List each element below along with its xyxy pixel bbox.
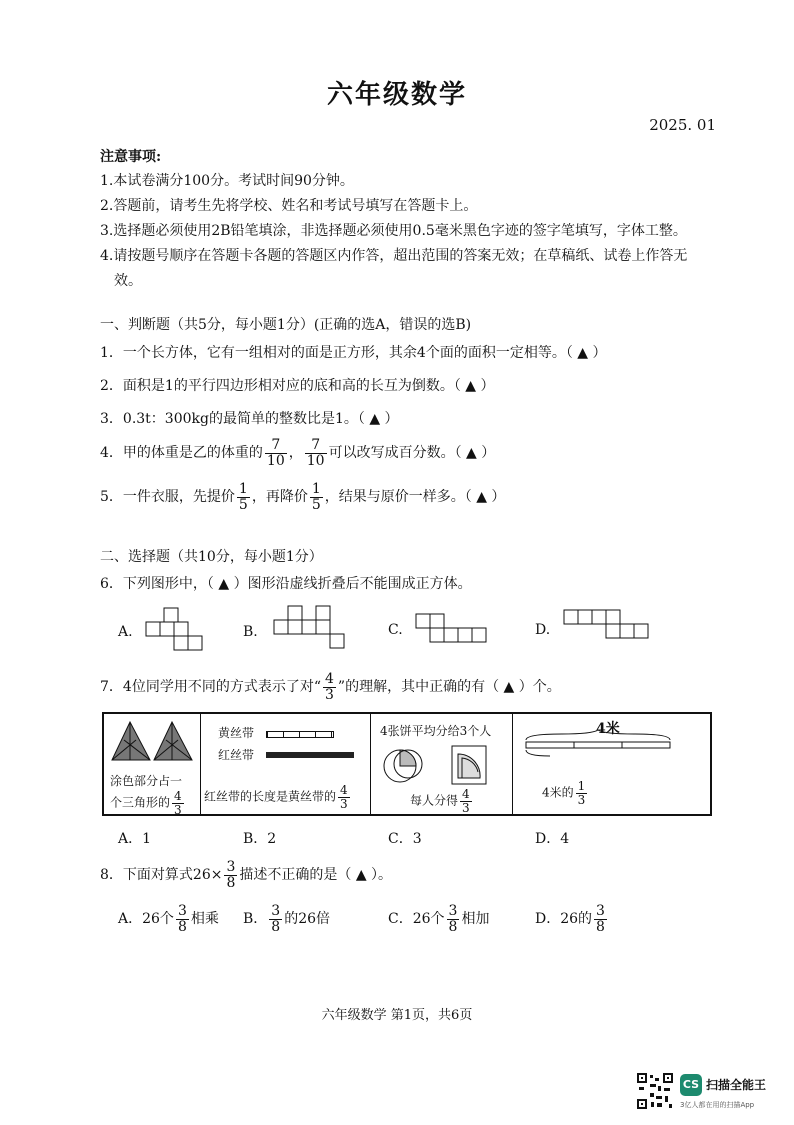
question-6: 6．下列图形中，（ ▲ ）图形沿虚线折叠后不能围成正方体。 xyxy=(100,576,472,592)
page-title: 六年级数学 xyxy=(326,80,467,110)
panel2-caption: 红丝带的长度是黄丝带的 $\frac{4}{3}$ xyxy=(204,783,348,811)
q4-fraction-2: $\frac{7}{10}$ xyxy=(306,437,325,469)
note-3: 3.选择题必须使用2B铅笔填涂，非选择题必须使用0.5毫米黑色字迹的签字笔填写，字体工整。 xyxy=(100,223,687,239)
q7-option-b: B．2 xyxy=(243,831,277,847)
q7-option-a: A．1 xyxy=(118,831,152,847)
q7-panel-4 xyxy=(512,714,710,814)
note-2: 2.答题前，请考生先将学校、姓名和考试号填写在答题卡上。 xyxy=(100,198,478,214)
length-bar-figure xyxy=(522,730,702,758)
q6-net-c xyxy=(414,612,496,648)
q7-panel-1 xyxy=(104,714,201,817)
q8-option-b-fraction: $\frac{3}{8}$ xyxy=(271,903,281,935)
q6-option-c-label: C. xyxy=(388,622,403,638)
panel2-fraction: $\frac{4}{3}$ xyxy=(340,783,348,811)
panel3-fraction: $\frac{4}{3}$ xyxy=(462,787,470,815)
q6-option-b-label: B. xyxy=(243,624,258,640)
q7-option-d: D．4 xyxy=(535,831,570,847)
note-4-cont: 效。 xyxy=(114,273,142,289)
q4-text-a: 4．甲的体重是乙的体重的 xyxy=(100,445,263,462)
yellow-ribbon-bar xyxy=(266,731,334,738)
q6-net-d xyxy=(562,608,658,648)
panel4-caption: 4米的 $\frac{1}{3}$ xyxy=(542,779,586,807)
question-3: 3．0.3t：300kg的最简单的整数比是1。（ ▲ ） xyxy=(100,411,399,427)
question-5: 5．一件衣服，先提价 $\frac{1}{5}$ ，再降价 $\frac{1}{5}$ ，结果与原价一样多。（ ▲ ） xyxy=(100,481,506,513)
q7-figure-box xyxy=(102,712,712,816)
q8-option-c: C．26个 $\frac{3}{8}$ 相加 xyxy=(388,903,490,935)
note-1: 1.本试卷满分100分。考试时间90分钟。 xyxy=(100,173,354,189)
panel4-top: 4米 xyxy=(596,721,620,737)
question-1: 1．一个长方体，它有一组相对的面是正方形，其余4个面的面积一定相等。（ ▲ ） xyxy=(100,345,607,361)
q4-fraction-1: $\frac{7}{10}$ xyxy=(266,437,285,469)
notes-heading: 注意事项: xyxy=(100,149,162,165)
red-ribbon-bar xyxy=(266,752,354,758)
q8-option-b: B． $\frac{3}{8}$ 的26倍 xyxy=(243,903,331,935)
question-4: 4．甲的体重是乙的体重的 $\frac{7}{10}$ ， $\frac{7}{10}$ 可以改写成百分数。（ ▲ ） xyxy=(100,437,496,469)
exam-date: 2025. 01 xyxy=(649,116,716,134)
q6-option-d-label: D. xyxy=(535,622,551,638)
q4-text-c: 可以改写成百分数。（ ▲ ） xyxy=(328,445,496,462)
pancakes-figure xyxy=(382,742,502,788)
q7-fraction: $\frac{4}{3}$ xyxy=(324,671,334,703)
watermark-subtitle: 3亿人都在用的扫描App xyxy=(680,1101,755,1109)
q8-option-d: D．26的 $\frac{3}{8}$ xyxy=(535,903,605,935)
q7-option-c: C．3 xyxy=(388,831,422,847)
panel3-top: 4张饼平均分给3个人 xyxy=(380,724,492,738)
q6-option-a-label: A. xyxy=(118,624,133,640)
q8-option-a: A．26个 $\frac{3}{8}$ 相乘 xyxy=(118,903,219,935)
section1-heading: 一、判断题（共5分，每小题1分）(正确的选A，错误的选B) xyxy=(100,317,472,333)
section2-heading: 二、选择题（共10分，每小题1分） xyxy=(100,549,323,565)
panel3-caption: 每人分得 $\frac{4}{3}$ xyxy=(410,787,470,815)
note-4: 4.请按题号顺序在答题卡各题的答题区内作答，超出范围的答案无效；在草稿纸、试卷上作答无 xyxy=(100,248,688,264)
camscanner-logo-icon: CS xyxy=(680,1074,702,1096)
panel4-fraction: $\frac{1}{3}$ xyxy=(577,779,586,807)
question-7: 7．4位同学用不同的方式表示了对“ $\frac{4}{3}$ ”的理解，其中正确的有（ ▲ ）个。 xyxy=(100,671,561,703)
shaded-triangles xyxy=(108,718,196,762)
page-footer: 六年级数学 第1页，共6页 xyxy=(321,1008,473,1023)
yellow-ribbon-label: 黄丝带 xyxy=(218,726,255,740)
watermark-name: 扫描全能王 xyxy=(706,1078,767,1092)
q5-fraction-1: $\frac{1}{5}$ xyxy=(238,481,248,513)
q7-panel-2 xyxy=(200,714,371,814)
panel1-line2: 个三角形的 $\frac{4}{3}$ xyxy=(110,789,182,817)
q8-option-c-fraction: $\frac{3}{8}$ xyxy=(448,903,458,935)
panel1-line1: 涂色部分占一 xyxy=(110,774,183,788)
question-2: 2．面积是1的平行四边形相对应的底和高的长互为倒数。（ ▲ ） xyxy=(100,378,495,394)
q8-option-d-fraction: $\frac{3}{8}$ xyxy=(596,903,605,935)
red-ribbon-label: 红丝带 xyxy=(218,748,255,762)
qr-code-icon xyxy=(636,1072,674,1110)
q6-net-b xyxy=(270,604,350,654)
q8-fraction: $\frac{3}{8}$ xyxy=(226,859,236,891)
q8-option-a-fraction: $\frac{3}{8}$ xyxy=(177,903,187,935)
q7-panel-3 xyxy=(370,714,513,814)
question-8: 8．下面对算式26× $\frac{3}{8}$ 描述不正确的是（ ▲ ）。 xyxy=(100,859,393,891)
q6-net-a xyxy=(144,606,210,652)
panel1-fraction: $\frac{4}{3}$ xyxy=(174,789,182,817)
q5-fraction-2: $\frac{1}{5}$ xyxy=(311,481,321,513)
